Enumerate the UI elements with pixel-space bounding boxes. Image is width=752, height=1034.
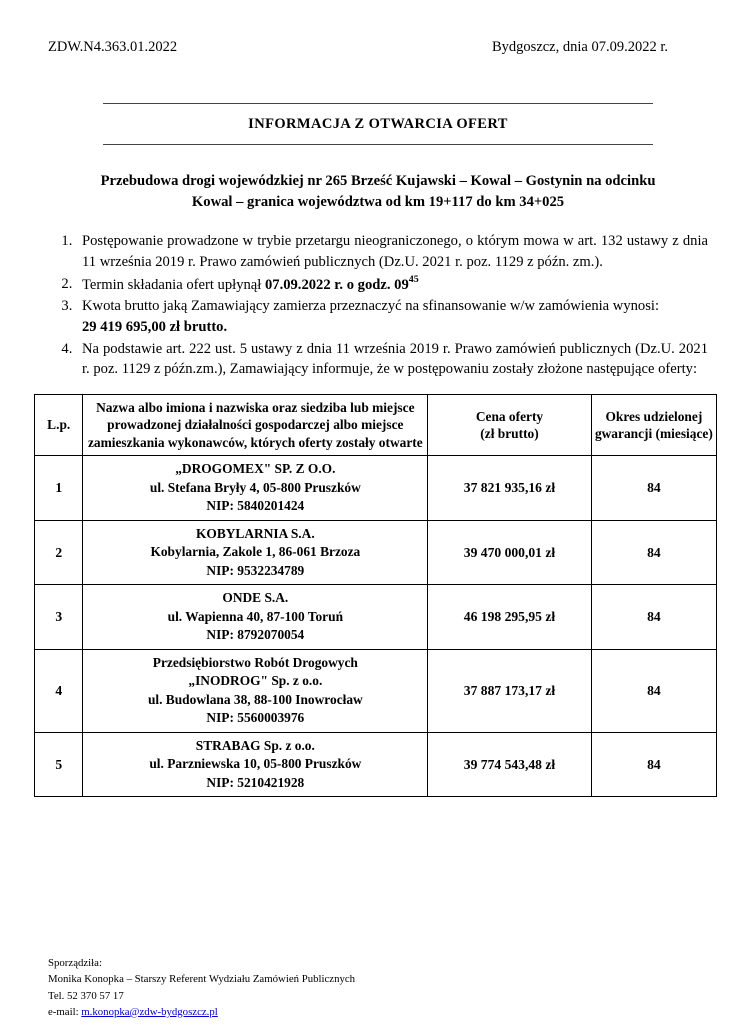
cell-name xyxy=(83,649,428,732)
document-header xyxy=(48,38,708,57)
contractor-name: ONDE S.A. xyxy=(222,590,289,606)
contractor-address: ul. Wapienna 40, 87-100 Toruń xyxy=(167,608,344,624)
cell-price: 39 774 543,48 zł xyxy=(428,732,592,797)
footer-phone: Tel. 52 370 57 17 xyxy=(48,989,124,1002)
contractor-nip: NIP: 8792070054 xyxy=(206,627,305,643)
cell-lp: 4 xyxy=(35,649,83,732)
cell-name xyxy=(83,520,428,585)
contractor-name: Przedsiębiorstwo Robót Drogowych xyxy=(152,654,358,670)
document-body xyxy=(47,38,713,797)
subject-line-1: Przebudowa drogi wojewódzkiej nr 265 Brześć Kujawski – Kowal – Gostynin na odcinku xyxy=(100,172,656,189)
cell-warranty: 84 xyxy=(591,585,716,650)
point-legal-basis: 4. Na podstawie art. 222 ust. 5 ustawy z dnia 11 września 2019 r. Prawo zamówień publicznych (Dz.U. 2021 r. poz. 1129 z późn.zm.), Zamawiający informuje, że w postępowaniu zostały złożone następujące oferty: xyxy=(76,339,708,380)
contractor-nip: NIP: 5840201424 xyxy=(206,498,305,514)
contractor-name: STRABAG Sp. z o.o. xyxy=(195,737,315,753)
point-budget xyxy=(76,296,708,337)
deadline-value: 07.09.2022 r. o godz. 09 xyxy=(264,276,409,293)
offers-table-head xyxy=(35,395,717,456)
col-header-price-line2: (zł brutto) xyxy=(480,426,539,442)
cell-lp: 3 xyxy=(35,585,83,650)
cell-lp: 2 xyxy=(35,520,83,585)
contractor-address: ul. Stefana Bryły 4, 05-800 Pruszków xyxy=(149,479,361,495)
budget-amount: 29 419 695,00 zł brutto. xyxy=(82,318,228,335)
procurement-subject xyxy=(48,171,708,213)
point-deadline xyxy=(76,274,708,296)
col-header-price xyxy=(428,395,592,456)
footer-email-line xyxy=(48,1004,355,1020)
deadline-prefix: Termin składania ofert upłynął xyxy=(82,276,265,293)
subject-line-2: Kowal – granica województwa od km 19+117 do km 34+025 xyxy=(191,194,565,210)
contractor-nip: NIP: 5560003976 xyxy=(206,710,305,726)
cell-price: 37 887 173,17 zł xyxy=(428,649,592,732)
col-header-price-line1: Cena oferty xyxy=(475,408,544,424)
contractor-address: ul. Parzniewska 10, 05-800 Pruszków xyxy=(149,756,362,772)
contractor-name: „DROGOMEX" SP. Z O.O. xyxy=(175,461,336,477)
cell-name xyxy=(83,585,428,650)
contractor-nip: NIP: 9532234789 xyxy=(206,562,305,578)
contractor-name: KOBYLARNIA S.A. xyxy=(195,525,315,541)
reference-number: ZDW.N4.363.01.2022 xyxy=(48,39,178,55)
footer-author: Monika Konopka – Starszy Referent Wydziału Zamówień Publicznych xyxy=(48,973,356,986)
point-procedure-type: 1. Postępowanie prowadzone w trybie przetargu nieograniczonego, o którym mowa w art. 132 ustawy z dnia 11 września 2019 r. Prawo zamówień publicznych (Dz.U. 2021 r. poz. 1129 z późn. zm.). xyxy=(76,231,708,272)
cell-lp: 1 xyxy=(35,456,83,521)
table-row xyxy=(35,456,717,521)
cell-price: 37 821 935,16 zł xyxy=(428,456,592,521)
col-header-lp: L.p. xyxy=(35,395,83,456)
page-title: INFORMACJA Z OTWARCIA OFERT xyxy=(248,115,508,132)
title-block xyxy=(48,103,708,145)
col-header-warranty: Okres udzielonej gwarancji (miesiące) xyxy=(591,395,716,456)
table-row xyxy=(35,585,717,650)
budget-text: Kwota brutto jaką Zamawiający zamierza przeznaczyć na sfinansowanie w/w zamówienia wynosi: xyxy=(82,298,660,315)
place-and-date: Bydgoszcz, dnia 07.09.2022 r. xyxy=(492,39,668,55)
contractor-address: Kobylarnia, Zakole 1, 86-061 Brzoza xyxy=(150,544,361,560)
contractor-address: ul. Budowlana 38, 88-100 Inowrocław xyxy=(147,691,363,707)
cell-price: 46 198 295,95 zł xyxy=(428,585,592,650)
table-row xyxy=(35,732,717,797)
table-row xyxy=(35,520,717,585)
footer-email-label: e-mail: xyxy=(48,1005,82,1018)
title-rule-bottom xyxy=(103,144,653,145)
cell-lp: 5 xyxy=(35,732,83,797)
information-points xyxy=(48,231,708,380)
footer-email-link[interactable]: m.konopka@zdw-bydgoszcz.pl xyxy=(81,1005,218,1018)
offers-table xyxy=(34,394,717,797)
cell-warranty: 84 xyxy=(591,520,716,585)
cell-name xyxy=(83,732,428,797)
contractor-name-2: „INODROG" Sp. z o.o. xyxy=(188,673,323,689)
cell-name xyxy=(83,456,428,521)
cell-price: 39 470 000,01 zł xyxy=(428,520,592,585)
cell-warranty: 84 xyxy=(591,456,716,521)
table-row xyxy=(35,649,717,732)
cell-warranty: 84 xyxy=(591,649,716,732)
offers-table-body xyxy=(35,456,717,797)
deadline-minutes: 45 xyxy=(408,274,419,286)
cell-warranty: 84 xyxy=(591,732,716,797)
document-footer xyxy=(48,955,355,1020)
footer-prepared-by-label: Sporządziła: xyxy=(48,957,102,970)
col-header-name: Nazwa albo imiona i nazwiska oraz siedziba lub miejsce prowadzonej działalności gospodarczej albo miejsce zamieszkania wykonawców, których oferty zostały otwarte xyxy=(83,395,428,456)
table-header-row xyxy=(35,395,717,456)
contractor-nip: NIP: 5210421928 xyxy=(206,774,305,790)
